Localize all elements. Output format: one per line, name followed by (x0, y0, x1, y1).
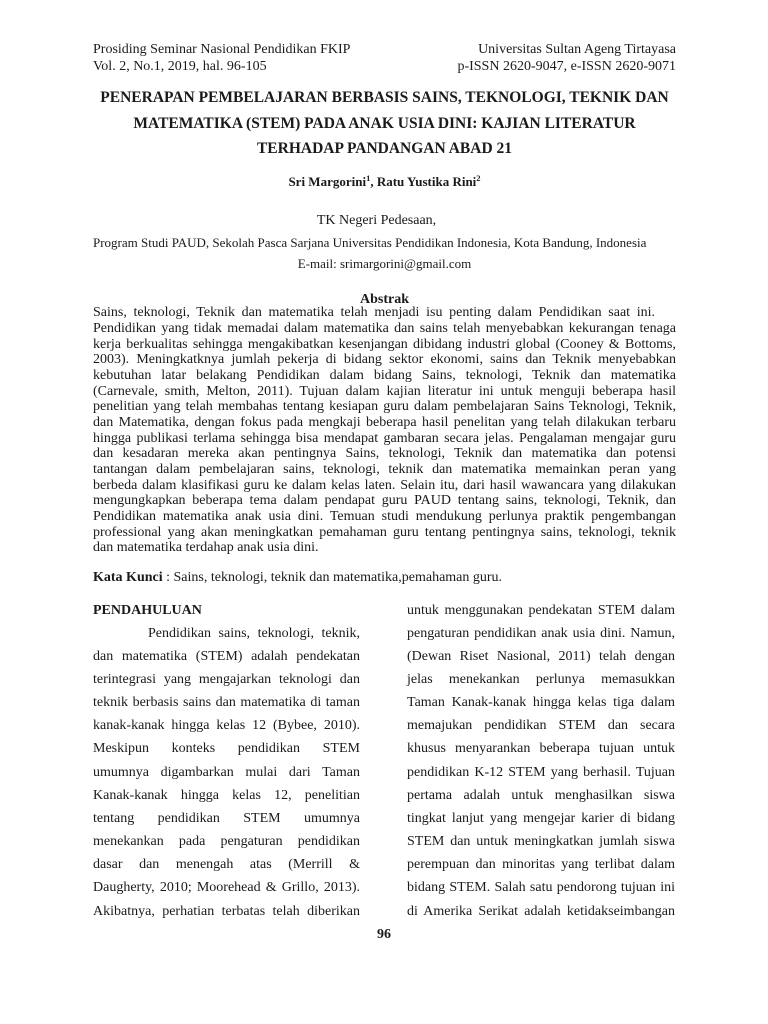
author-affiliation-mark: 1 (366, 173, 371, 183)
abstract-line: kerja berkualitas sehingga mengakibatkan kesenjangan dibidang industri global (Cooney & Bottoms, (93, 336, 676, 352)
header-university: Universitas Sultan Ageng Tirtayasa (478, 42, 676, 57)
running-header (93, 41, 676, 75)
abstract-body (93, 305, 676, 556)
affiliation-institution: TK Negeri Pedesaan, (316, 213, 437, 228)
header-row-1 (93, 41, 676, 58)
body-line: (Dewan Riset Nasional, 2011) telah dengan (407, 648, 675, 664)
abstract-line: dan Matematika, dengan fokus pada mengkaji beberapa hasil penelitan yang telah dilakukan terbaru (93, 414, 676, 430)
body-line: pendidikan K-12 STEM yang berhasil. Tujuan (407, 764, 675, 780)
abstract-line: professional yang akan meningkatkan pemahaman guru tentang pentingnya sains, teknologi, teknik (93, 524, 676, 540)
body-line: kanak-kanak hingga kelas 12 (Bybee, 2010). (93, 718, 360, 734)
author-name: Ratu Yustika Rini (376, 174, 477, 189)
body-line: khusus menyarankan beberapa tujuan untuk (407, 741, 675, 757)
header-journal-name: Prosiding Seminar Nasional Pendidikan FKIP (93, 42, 351, 57)
title-line: PENERAPAN PEMBELAJARAN BERBASIS SAINS, TEKNOLOGI, TEKNIK DAN (100, 89, 669, 106)
body-line: tentang pendidikan STEM umumnya (93, 810, 360, 826)
body-line: tingkat lanjut yang mengejar karier di bidang (407, 810, 675, 826)
title-line: TERHADAP PANDANGAN ABAD 21 (256, 140, 513, 157)
abstract-line: tantangan dalam pembelajaran sains, teknologi, teknik dan matematika memainkan peran yang (93, 461, 676, 477)
body-line: bidang STEM. Salah satu pendorong tujuan ini (407, 880, 675, 896)
section-heading: PENDAHULUAN (93, 602, 202, 618)
author-list (93, 173, 676, 191)
title-line: MATEMATIKA (STEM) PADA ANAK USIA DINI: KAJIAN LITERATUR (133, 114, 636, 132)
keywords-label: Kata Kunci (93, 570, 163, 585)
header-row-2 (93, 58, 676, 75)
abstract-line: Pendidikan yang tidak memadai dalam matematika dan sains telah menyebabkan kekurangan tenaga (93, 320, 676, 336)
keywords-text: : Sains, teknologi, teknik dan matematika,pemahaman guru. (166, 570, 503, 585)
body-line: terintegrasi yang mengajarkan teknologi dan (93, 671, 360, 687)
abstract-line: berbeda dalam klasifikasi guru ke dalam kelas laten. Selain itu, dari hasil wawancara yang dilakukan (93, 477, 676, 493)
page-number: 96 (377, 927, 391, 942)
author-affiliation-mark: 2 (476, 173, 481, 183)
abstract-line: dan kesadaran mereka akan pentingnya Sains, teknologi, Teknik dan matematika dan potensi (93, 446, 676, 462)
body-line: Pendidikan sains, teknologi, teknik, (148, 625, 360, 641)
body-line: Akibatnya, perhatian terbatas telah diberikan (93, 903, 360, 919)
body-line: perempuan dan minoritas yang terlibat dalam (407, 857, 675, 873)
body-line: Taman Kanak-kanak hingga kelas tiga dalam (407, 695, 675, 711)
author-separator: , (370, 174, 377, 189)
abstract-line: dan matematika terdahap anak usia dini. (93, 540, 319, 556)
right-column (407, 599, 675, 923)
body-line: Daugherty, 2010; Moorehead & Grillo, 2013). (93, 880, 360, 896)
left-column (93, 599, 360, 923)
abstract-heading: Abstrak (359, 292, 409, 307)
affiliation-email: E-mail: srimargorini@gmail.com (297, 256, 472, 271)
abstract-line: Pendidikan matematika anak usia dini. Temuan studi mendukung perlunya praktik pengembangan (93, 508, 676, 524)
abstract-line: mengungkapkan beberapa tema dalam pendapat guru PAUD tentang sains, teknologi, Teknik, dan (93, 493, 676, 509)
body-line: Kanak-kanak hingga kelas 12, penelitian (93, 787, 360, 803)
body-line: untuk menggunakan pendekatan STEM dalam (407, 602, 675, 618)
body-line: jelas menekankan perlunya memasukkan (407, 671, 675, 687)
abstract-line: 2003). Meningkatknya jumlah pekerja di bidang sektor ekonomi, sains dan Teknik menyebabkan (93, 352, 676, 368)
body-line: di Amerika Serikat adalah ketidakseimbangan (407, 903, 675, 919)
header-issn: p-ISSN 2620-9047, e-ISSN 2620-9071 (457, 59, 676, 74)
body-line: dan matematika (STEM) adalah pendekatan (93, 648, 360, 664)
affiliation-block (93, 210, 676, 275)
body-line: pertama adalah untuk menghasilkan siswa (407, 787, 675, 803)
body-line: dasar dan menengah atas (Merrill & (93, 857, 360, 873)
body-line: pengaturan pendidikan anak usia dini. Namun, (407, 625, 675, 641)
keywords (93, 569, 676, 587)
header-volume-info: Vol. 2, No.1, 2019, hal. 96-105 (93, 59, 267, 74)
abstract-line: penelitian yang telah membahas tentang kesiapan guru dalam pembelajaran Sains Teknologi, Teknik, (93, 399, 676, 415)
body-line: STEM dan untuk meningkatkan jumlah siswa (407, 834, 675, 850)
abstract-line: Sains, teknologi, Teknik dan matematika telah menjadi isu penting dalam Pendidikan saat ini. (93, 305, 655, 321)
body-line: teknik berbasis sains dan matematika di taman (93, 695, 360, 711)
abstract-line: (Carnevale, smith, Melton, 2011). Tujuan dalam kajian literatur ini untuk menguji beberapa hasil (93, 383, 676, 399)
affiliation-program: Program Studi PAUD, Sekolah Pasca Sarjana Universitas Pendidikan Indonesia, Kota Bandung, Indonesia (93, 234, 647, 250)
body-line: menekankan pada pengaturan pendidikan (93, 834, 360, 850)
body-line: umumnya digambarkan mulai dari Taman (93, 764, 360, 780)
abstract-line: kebutuhan latar belakang Pendidikan dalam bidang Sains, teknologi, Teknik dan matematika (93, 367, 676, 383)
author-name: Sri Margorini (288, 174, 367, 189)
abstract-line: hingga publikasi terlama sehingga bisa mendapat gambaran secara jelas. Pengalaman mengajar guru (93, 430, 676, 446)
body-line: Meskipun konteks pendidikan STEM (93, 741, 360, 757)
paper-title (93, 85, 676, 162)
body-line: memajukan pendidikan STEM dan secara (407, 718, 675, 734)
